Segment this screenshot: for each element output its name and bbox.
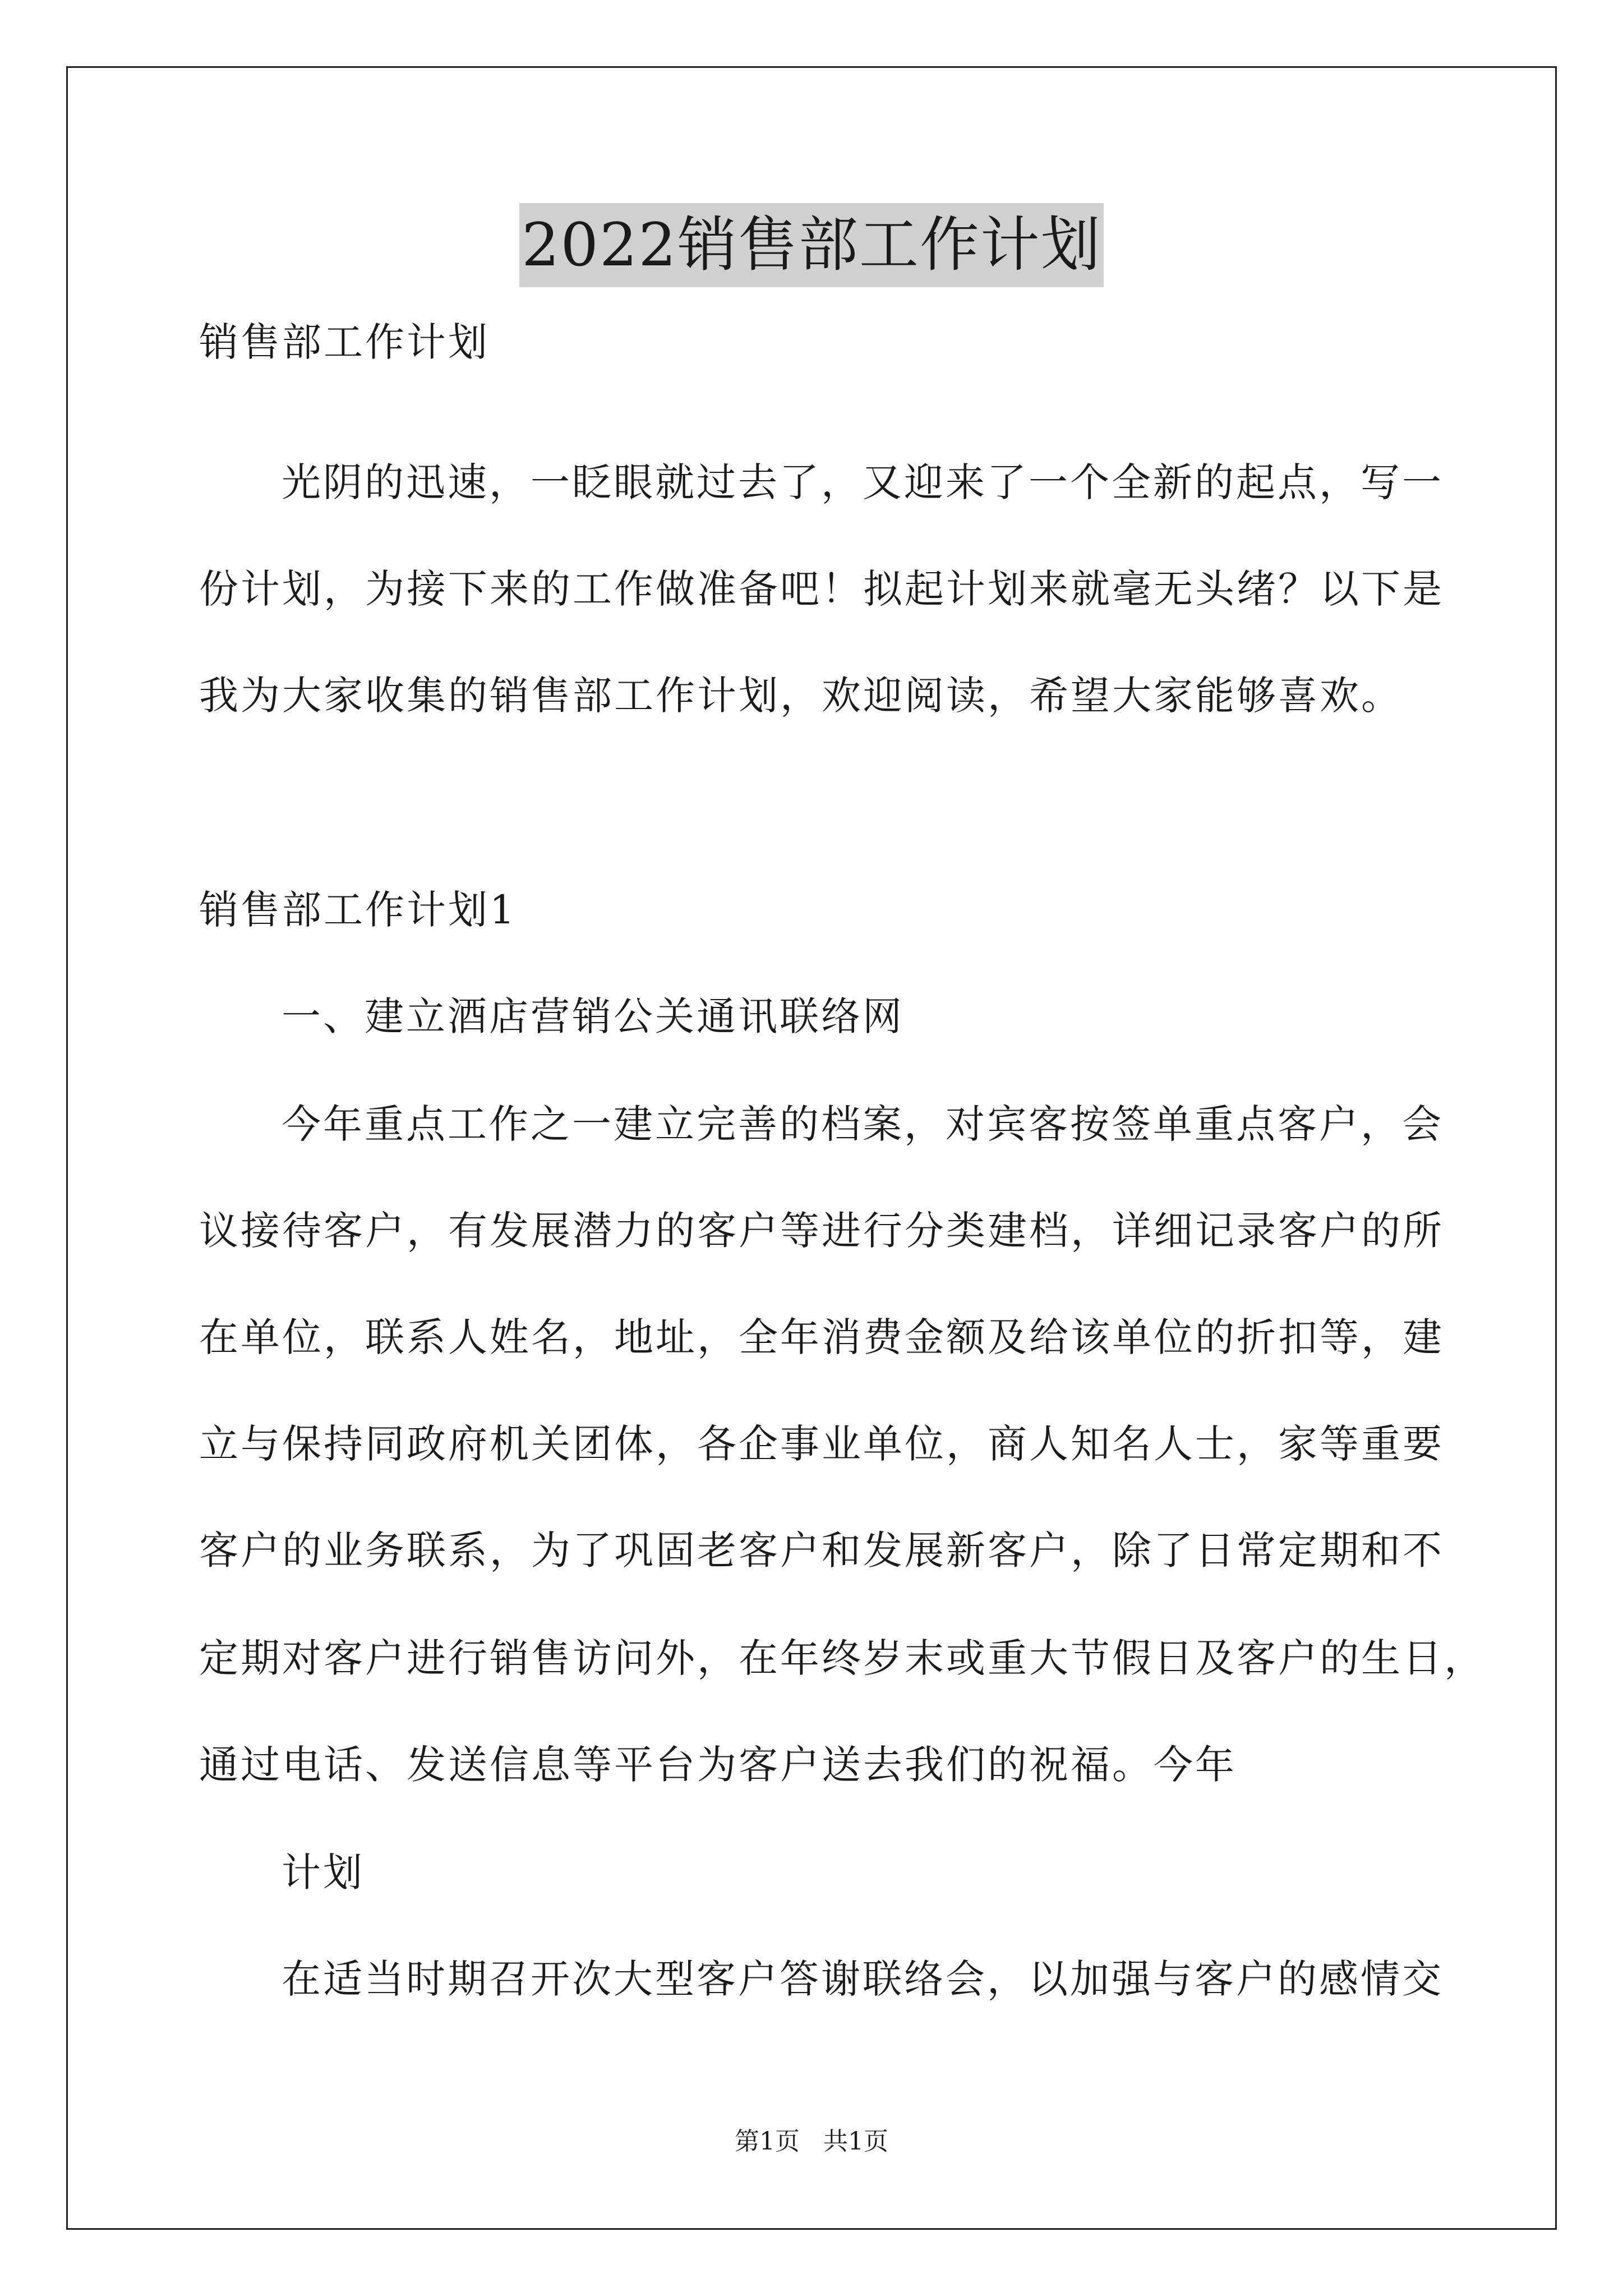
page-number: 第1页 共1页 — [735, 2127, 888, 2156]
body-line-1: 今年重点工作之一建立完善的档案，对宾客按签单重点客户，会 — [282, 1101, 1444, 1147]
body-line-5: 客户的业务联系，为了巩固老客户和发展新客户，除了日常定期和不 — [199, 1527, 1444, 1573]
body-line-4: 立与保持同政府机关团体，各企事业单位，商人知名人士，家等重要 — [199, 1421, 1444, 1467]
body-line-6: 定期对客户进行销售访问外，在年终岁末或重大节假日及客户的生日， — [199, 1635, 1486, 1681]
intro-line-1: 光阴的迅速，一眨眼就过去了，又迎来了一个全新的起点，写一 — [282, 459, 1444, 505]
document-title: 2022销售部工作计划 — [519, 203, 1104, 287]
plan-label: 计划 — [282, 1849, 365, 1895]
intro-line-3: 我为大家收集的销售部工作计划，欢迎阅读，希望大家能够喜欢。 — [199, 673, 1403, 719]
body-line-3: 在单位，联系人姓名，地址，全年消费金额及给该单位的折扣等，建 — [199, 1314, 1444, 1360]
body-line-2: 议接待客户，有发展潜力的客户等进行分类建档，详细记录客户的所 — [199, 1208, 1444, 1254]
main-heading: 销售部工作计划 — [199, 319, 490, 365]
title-container — [0, 203, 1623, 287]
plan1-heading: 销售部工作计划1 — [199, 887, 517, 933]
body-line-7: 通过电话、发送信息等平台为客户送去我们的祝福。今年 — [199, 1742, 1237, 1788]
intro-line-2: 份计划，为接下来的工作做准备吧！拟起计划来就毫无头绪？以下是 — [199, 566, 1444, 612]
last-line: 在适当时期召开次大型客户答谢联络会，以加强与客户的感情交 — [282, 1956, 1444, 2002]
section-heading: 一、建立酒店营销公关通讯联络网 — [282, 993, 904, 1039]
